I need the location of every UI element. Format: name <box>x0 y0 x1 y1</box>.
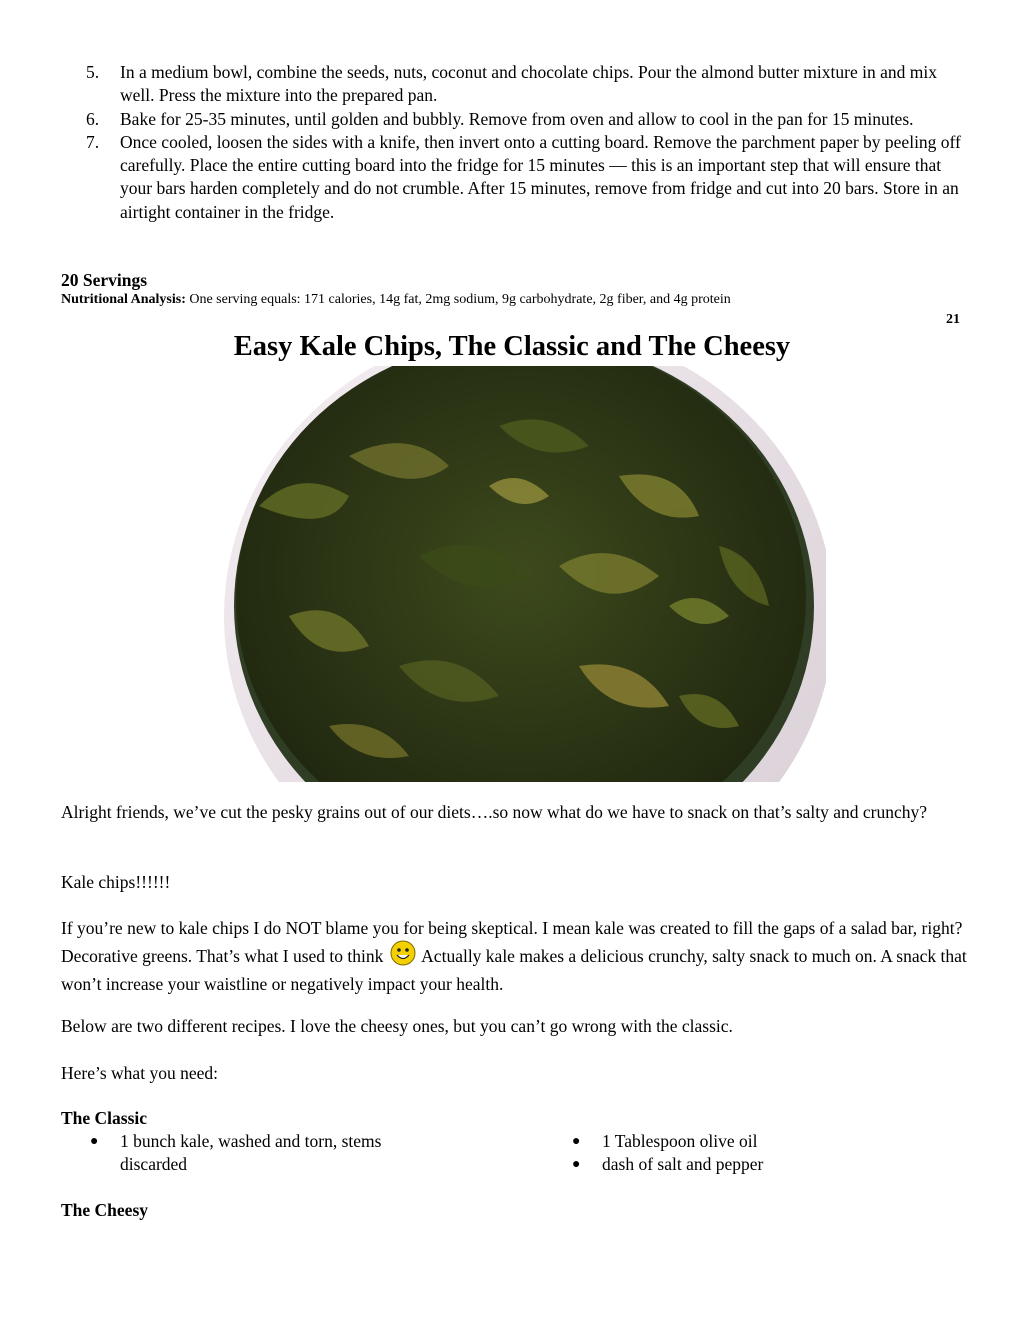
recipe-title: Easy Kale Chips, The Classic and The Cheesy <box>233 331 791 362</box>
bullet-icon: ● <box>90 1134 99 1149</box>
instruction-steps <box>86 61 966 224</box>
classic-heading: The Classic <box>61 1108 148 1128</box>
step-item <box>86 131 966 224</box>
bullet-icon: ● <box>572 1134 581 1149</box>
kale-bowl-image <box>199 366 826 782</box>
step-item <box>86 108 966 131</box>
list-item <box>88 1130 428 1177</box>
kale-chips-photo <box>199 366 826 782</box>
nutrition-label: Nutritional Analysis: <box>61 292 186 307</box>
step-text: In a medium bowl, combine the seeds, nuts, coconut and chocolate chips. Pour the almond butter mixture in and mix well. Press the mixture into the prepared pan. <box>120 62 937 106</box>
ingredient-text: dash of salt and pepper <box>602 1154 764 1175</box>
smiley-icon <box>390 940 416 972</box>
step-number: 7. <box>86 131 100 152</box>
skeptical-text-after: Actually kale makes a delicious crunchy, salty snack to much on. A snack that won’t increase your waistline or negatively impact your health. <box>61 946 967 994</box>
step-text: Bake for 25-35 minutes, until golden and bubbly. Remove from oven and allow to cool in the pan for 15 minutes. <box>120 108 914 129</box>
cheesy-heading: The Cheesy <box>61 1200 149 1220</box>
kale-chips-exclaim: Kale chips!!!!!! <box>61 872 171 892</box>
classic-ingredients-right <box>570 1130 930 1177</box>
nutritional-analysis <box>61 292 731 308</box>
step-number: 6. <box>86 108 100 129</box>
skeptical-text-before: If you’re new to kale chips I do NOT blame you for being skeptical. I mean kale was created to fill the gaps of a salad bar, right? Decorative greens. That’s what I used to think <box>61 918 963 967</box>
list-item <box>570 1130 930 1153</box>
recipes-paragraph: Below are two different recipes. I love the cheesy ones, but you can’t go wrong with the classic. <box>61 1016 733 1036</box>
ingredient-text: 1 Tablespoon olive oil <box>602 1131 758 1151</box>
step-text: Once cooled, loosen the sides with a knife, then invert onto a cutting board. Remove the parchment paper by peeling off carefully. Place the entire cutting board into the fridge for 15 minutes — this is an important step that will ensure that your bars harden completely and do not crumble. After 15 minutes, remove from fridge and cut into 20 bars. Store in an airtight container in the fridge. <box>120 131 961 222</box>
step-item <box>86 61 966 108</box>
step-number: 5. <box>86 62 100 82</box>
ingredient-text: 1 bunch kale, washed and torn, stems discarded <box>120 1131 382 1175</box>
nutrition-text: One serving equals: 171 calories, 14g fat, 2mg sodium, 9g carbohydrate, 2g fiber, and 4g protein <box>189 292 731 307</box>
list-item <box>570 1153 930 1176</box>
skeptical-paragraph <box>61 917 971 996</box>
classic-ingredients-left <box>88 1130 428 1177</box>
bullet-icon: ● <box>572 1157 581 1173</box>
servings-heading: 20 Servings <box>61 270 148 290</box>
what-you-need: Here’s what you need: <box>61 1063 218 1083</box>
intro-paragraph: Alright friends, we’ve cut the pesky grains out of our diets….so now what do we have to snack on that’s salty and crunchy? <box>61 802 928 822</box>
page-number: 21 <box>946 312 960 327</box>
